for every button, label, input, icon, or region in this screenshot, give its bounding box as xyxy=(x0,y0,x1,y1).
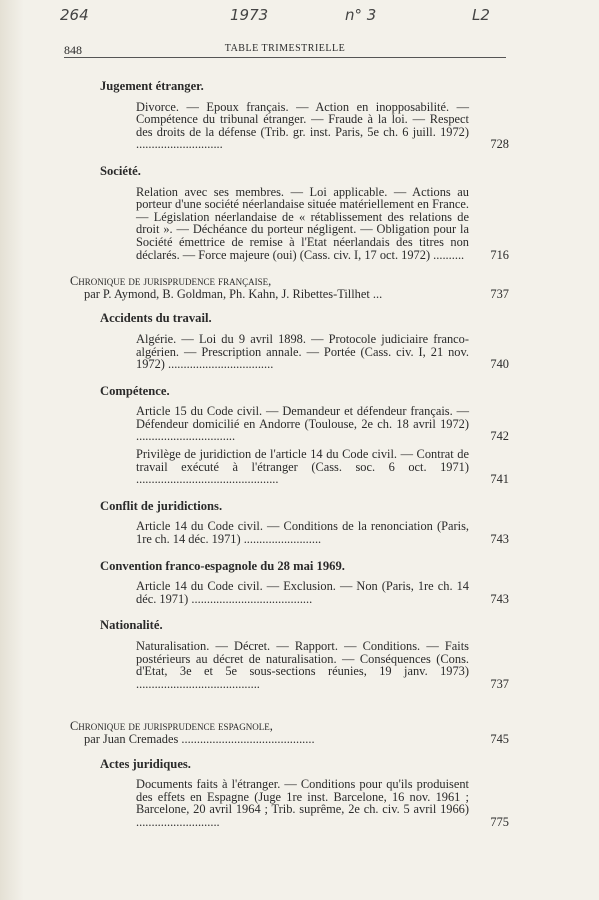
toc-entry xyxy=(136,186,509,262)
table-of-contents xyxy=(64,80,509,843)
entry-text: Relation avec ses membres. — Loi applicable. — Actions au porteur d'une société néerlandaise située matériellement en France. — Législation néerlandaise de « rétablissement des relations de droit ». — Déchéance du porteur négligent. — Obligation pour la Société émettrice de remise à l'Etat néerlandais des titres non déclarés. — Force majeure (oui) (Cass. civ. I, 17 oct. 1972) .......... xyxy=(136,184,469,262)
entry-page: 716 xyxy=(490,247,509,262)
entry-page: 737 xyxy=(490,286,509,301)
entry-text: Algérie. — Loi du 9 avril 1898. — Protocole judiciaire franco-algérien. — Prescription annale. — Portée (Cass. civ. I, 21 nov. 1972) .................................. xyxy=(136,331,469,372)
toc-entry xyxy=(136,333,509,371)
chronicle-entry xyxy=(70,275,509,300)
section-heading: Nationalité. xyxy=(100,618,163,633)
section-heading: Accidents du travail. xyxy=(100,311,212,326)
toc-section xyxy=(64,165,509,261)
toc-section xyxy=(64,560,509,606)
entry-text: Naturalisation. — Décret. — Rapport. — Conditions. — Faits postérieurs au décret de naturalisation. — Conséquences (Cons. d'Etat, 3e et 5e sous-sections réunies, 19 janv. 1973) ........................................ xyxy=(136,639,469,691)
section-heading: Compétence. xyxy=(100,383,170,398)
toc-entry xyxy=(136,101,509,151)
entry-page: 741 xyxy=(490,472,509,487)
page-header xyxy=(64,43,506,58)
chronicle-byline: par Juan Cremades ........................................... xyxy=(84,731,315,746)
toc-section xyxy=(64,619,509,690)
chronicle-title: Chronique de jurisprudence française, xyxy=(70,274,272,289)
section-heading: Actes juridiques. xyxy=(100,756,191,771)
section-heading: Jugement étranger. xyxy=(100,79,204,93)
toc-entry xyxy=(136,640,509,690)
chronicle-byline: par P. Aymond, B. Goldman, Ph. Kahn, J. Ribettes-Tillhet ... xyxy=(84,286,383,301)
chronicle-title: Chronique de jurisprudence espagnole, xyxy=(70,719,273,734)
toc-section xyxy=(64,758,509,829)
entry-text: Article 14 du Code civil. — Exclusion. — Non (Paris, 1re ch. 14 déc. 1971) ....................................... xyxy=(136,579,469,606)
toc-section xyxy=(64,385,509,486)
handwritten-note: L2 xyxy=(472,6,490,24)
entry-page: 743 xyxy=(490,591,509,606)
toc-entry xyxy=(136,520,509,545)
section-heading: Conflit de juridictions. xyxy=(100,498,223,513)
running-title: TABLE TRIMESTRIELLE xyxy=(224,43,346,54)
entry-page: 740 xyxy=(490,357,509,372)
entry-text: Divorce. — Epoux français. — Action en inopposabilité. — Compétence du tribunal étranger. — Fraude à la loi. — Respect des droits de la défense (Trib. gr. inst. Paris, 5e ch. 6 juill. 1972) ............................ xyxy=(136,99,469,152)
entry-text: Article 14 du Code civil. — Conditions de la renonciation (Paris, 1re ch. 14 déc. 1971) ......................... xyxy=(136,519,469,547)
handwritten-note: 1973 xyxy=(230,6,269,24)
entry-text: Documents faits à l'étranger. — Conditions pour qu'ils produisent des effets en Espagne (Juge 1re inst. Barcelone, 16 nov. 1961 ; Barcelone, 20 avril 1964 ; Trib. suprême, 2e ch. civ. 5 avril 1966) ........................... xyxy=(136,777,469,829)
page-edge-shadow xyxy=(0,0,24,900)
entry-page: 737 xyxy=(490,676,509,691)
toc-entry xyxy=(136,448,509,486)
toc-section xyxy=(64,80,509,151)
toc-entry xyxy=(136,580,509,605)
section-heading: Convention franco-espagnole du 28 mai 1969. xyxy=(100,558,345,573)
toc-section xyxy=(64,312,509,370)
section-heading: Société. xyxy=(100,163,141,178)
entry-page: 742 xyxy=(490,429,509,444)
toc-entry xyxy=(136,778,509,828)
entry-text: Privilège de juridiction de l'article 14 du Code civil. — Contrat de travail exécuté à l'étranger (Cass. soc. 6 oct. 1971) .............................................. xyxy=(136,447,469,487)
handwritten-note: n° 3 xyxy=(345,6,377,24)
entry-page: 775 xyxy=(490,814,509,829)
entry-page: 745 xyxy=(490,731,509,746)
chronicle-entry xyxy=(70,720,509,745)
page-number: 848 xyxy=(64,43,82,57)
entry-page: 728 xyxy=(490,137,509,152)
toc-entry xyxy=(136,405,509,443)
toc-section xyxy=(64,500,509,546)
handwritten-note: 264 xyxy=(60,6,89,24)
entry-page: 743 xyxy=(490,532,509,547)
entry-text: Article 15 du Code civil. — Demandeur et défendeur français. — Défendeur domicilié en Andorre (Toulouse, 2e ch. 18 avril 1972) ................................ xyxy=(136,404,469,444)
